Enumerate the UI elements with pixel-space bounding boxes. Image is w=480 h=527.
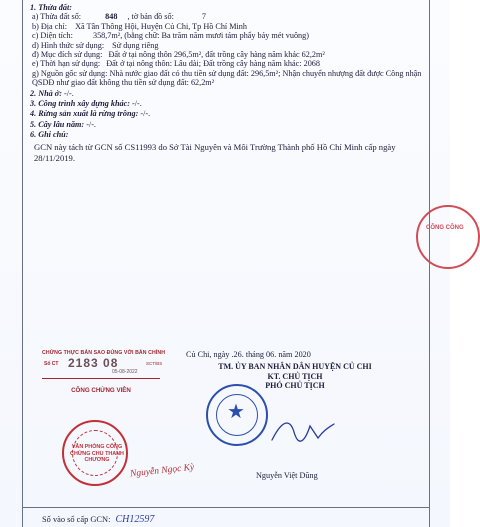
land-section-title: 1. Thửa đất: xyxy=(30,3,72,12)
usage-form-value: Sử dụng riêng xyxy=(112,40,159,50)
signer-name: Nguyễn Việt Dũng xyxy=(256,471,318,480)
housing-section: 2. Nhà ở: -/-. xyxy=(30,88,74,98)
registry-label: Số vào sổ cấp GCN: xyxy=(42,515,111,524)
edge-stamp xyxy=(416,205,480,269)
notes-section: 6. Ghi chú: xyxy=(30,130,69,140)
area-row: c) Diện tích: 358,7m², (bằng chữ: Ba trăm năm mươi tám phẩy bảy mét vuông) xyxy=(32,31,309,41)
area-value: 358,7m², (bằng chữ: Ba trăm năm mươi tám phẩy bảy mét vuông) xyxy=(92,31,309,41)
location-date: Củ Chi, ngày .26. tháng 06. năm 2020 xyxy=(186,350,311,359)
left-border xyxy=(22,0,23,527)
parcel-number-row: a) Thửa đất số: 848 , tờ bản đồ số: 7 xyxy=(32,12,206,22)
map-sheet-number: 7 xyxy=(201,12,206,22)
cert-rule xyxy=(42,378,160,379)
note-text: GCN này tách từ GCN số CS11993 do Sở Tài Nguyên và Môi Trường Thành phố Hồ Chí Minh cấp ngày 28/11/2019. xyxy=(34,141,396,163)
star-icon: ★ xyxy=(227,401,245,423)
certificate-body xyxy=(30,2,426,164)
bottom-rule xyxy=(22,507,430,508)
usage-form-row: d) Hình thức sử dụng: Sử dụng riêng xyxy=(32,40,159,50)
notary-stamp xyxy=(62,420,128,486)
other-construction-section: 3. Công trình xây dựng khác: -/-. xyxy=(30,99,142,109)
planted-forest-section: 4. Rừng sản xuất là rừng trồng: -/-. xyxy=(30,109,151,119)
notary-officer-signature: Nguyễn Ngọc Kỳ xyxy=(129,462,195,480)
official-stamp xyxy=(206,384,268,446)
usage-term-value: Đất ở tại nông thôn: Lâu dài; Đất trồng cây hàng năm khác: 2068 xyxy=(106,59,320,69)
cert-date: 05-08-2022 xyxy=(112,369,138,375)
usage-origin-value: Nhà nước giao đất có thu tiền sử dụng đất: 296,5m²; Nhận chuyển nhượng đất được Công nhận QSDĐ như giao đất không thu tiền sử dụng đất: 62,2m² xyxy=(32,68,422,88)
parcel-number: 848 xyxy=(105,12,118,22)
signature-stroke xyxy=(268,412,338,448)
perennial-trees-section: 5. Cây lâu năm: -/-. xyxy=(30,119,96,129)
registry-number xyxy=(42,514,154,525)
cert-number: 2183 08 xyxy=(68,356,119,370)
cert-number-label: Số CT xyxy=(44,361,59,367)
notary-stamp-text: VĂN PHÒNG CÔNG CHỨNG CHU THANH CHƯƠNG xyxy=(70,444,124,464)
cert-number-suffix: SCT/BS xyxy=(146,361,163,366)
registry-value: CH12597 xyxy=(115,514,155,525)
signing-authority: TM. ỦY BAN NHÂN DÂN HUYỆN CỦ CHI KT. CHỦ TỊCH PHÓ CHỦ TỊCH xyxy=(218,362,372,391)
notary-certification xyxy=(42,350,174,394)
cert-number-line xyxy=(42,356,174,375)
cert-title: CHỨNG THỰC BẢN SAO ĐÚNG VỚI BẢN CHÍNH xyxy=(42,350,166,356)
edge-stamp-text: CÔNG CÔNG xyxy=(426,225,464,231)
usage-term-row: e) Thời hạn sử dụng: Đất ở tại nông thôn: Lâu dài; Đất trồng cây hàng năm khác: 2068 xyxy=(32,59,320,69)
usage-purpose-value: Đất ở tại nông thôn 296,5m², đất trồng cây hàng năm khác 62,2m² xyxy=(108,50,325,60)
usage-purpose-row: đ) Mục đích sử dụng: Đất ở tại nông thôn 296,5m², đất trồng cây hàng năm khác 62,2m² xyxy=(32,50,325,60)
usage-origin-row: g) Nguồn gốc sử dụng: Nhà nước giao đất có thu tiền sử dụng đất: 296,5m²; Nhận chuyển nhượng đất được Công nhận QSDĐ như giao đất không thu tiền sử dụng đất: 62,2m² xyxy=(32,68,422,88)
officer-title: CÔNG CHỨNG VIÊN xyxy=(71,387,131,394)
address-value: Xã Tân Thông Hội, Huyện Củ Chi, Tp Hồ Chí Minh xyxy=(75,21,247,31)
address-row: b) Địa chỉ: Xã Tân Thông Hội, Huyện Củ Chi, Tp Hồ Chí Minh xyxy=(32,21,247,31)
